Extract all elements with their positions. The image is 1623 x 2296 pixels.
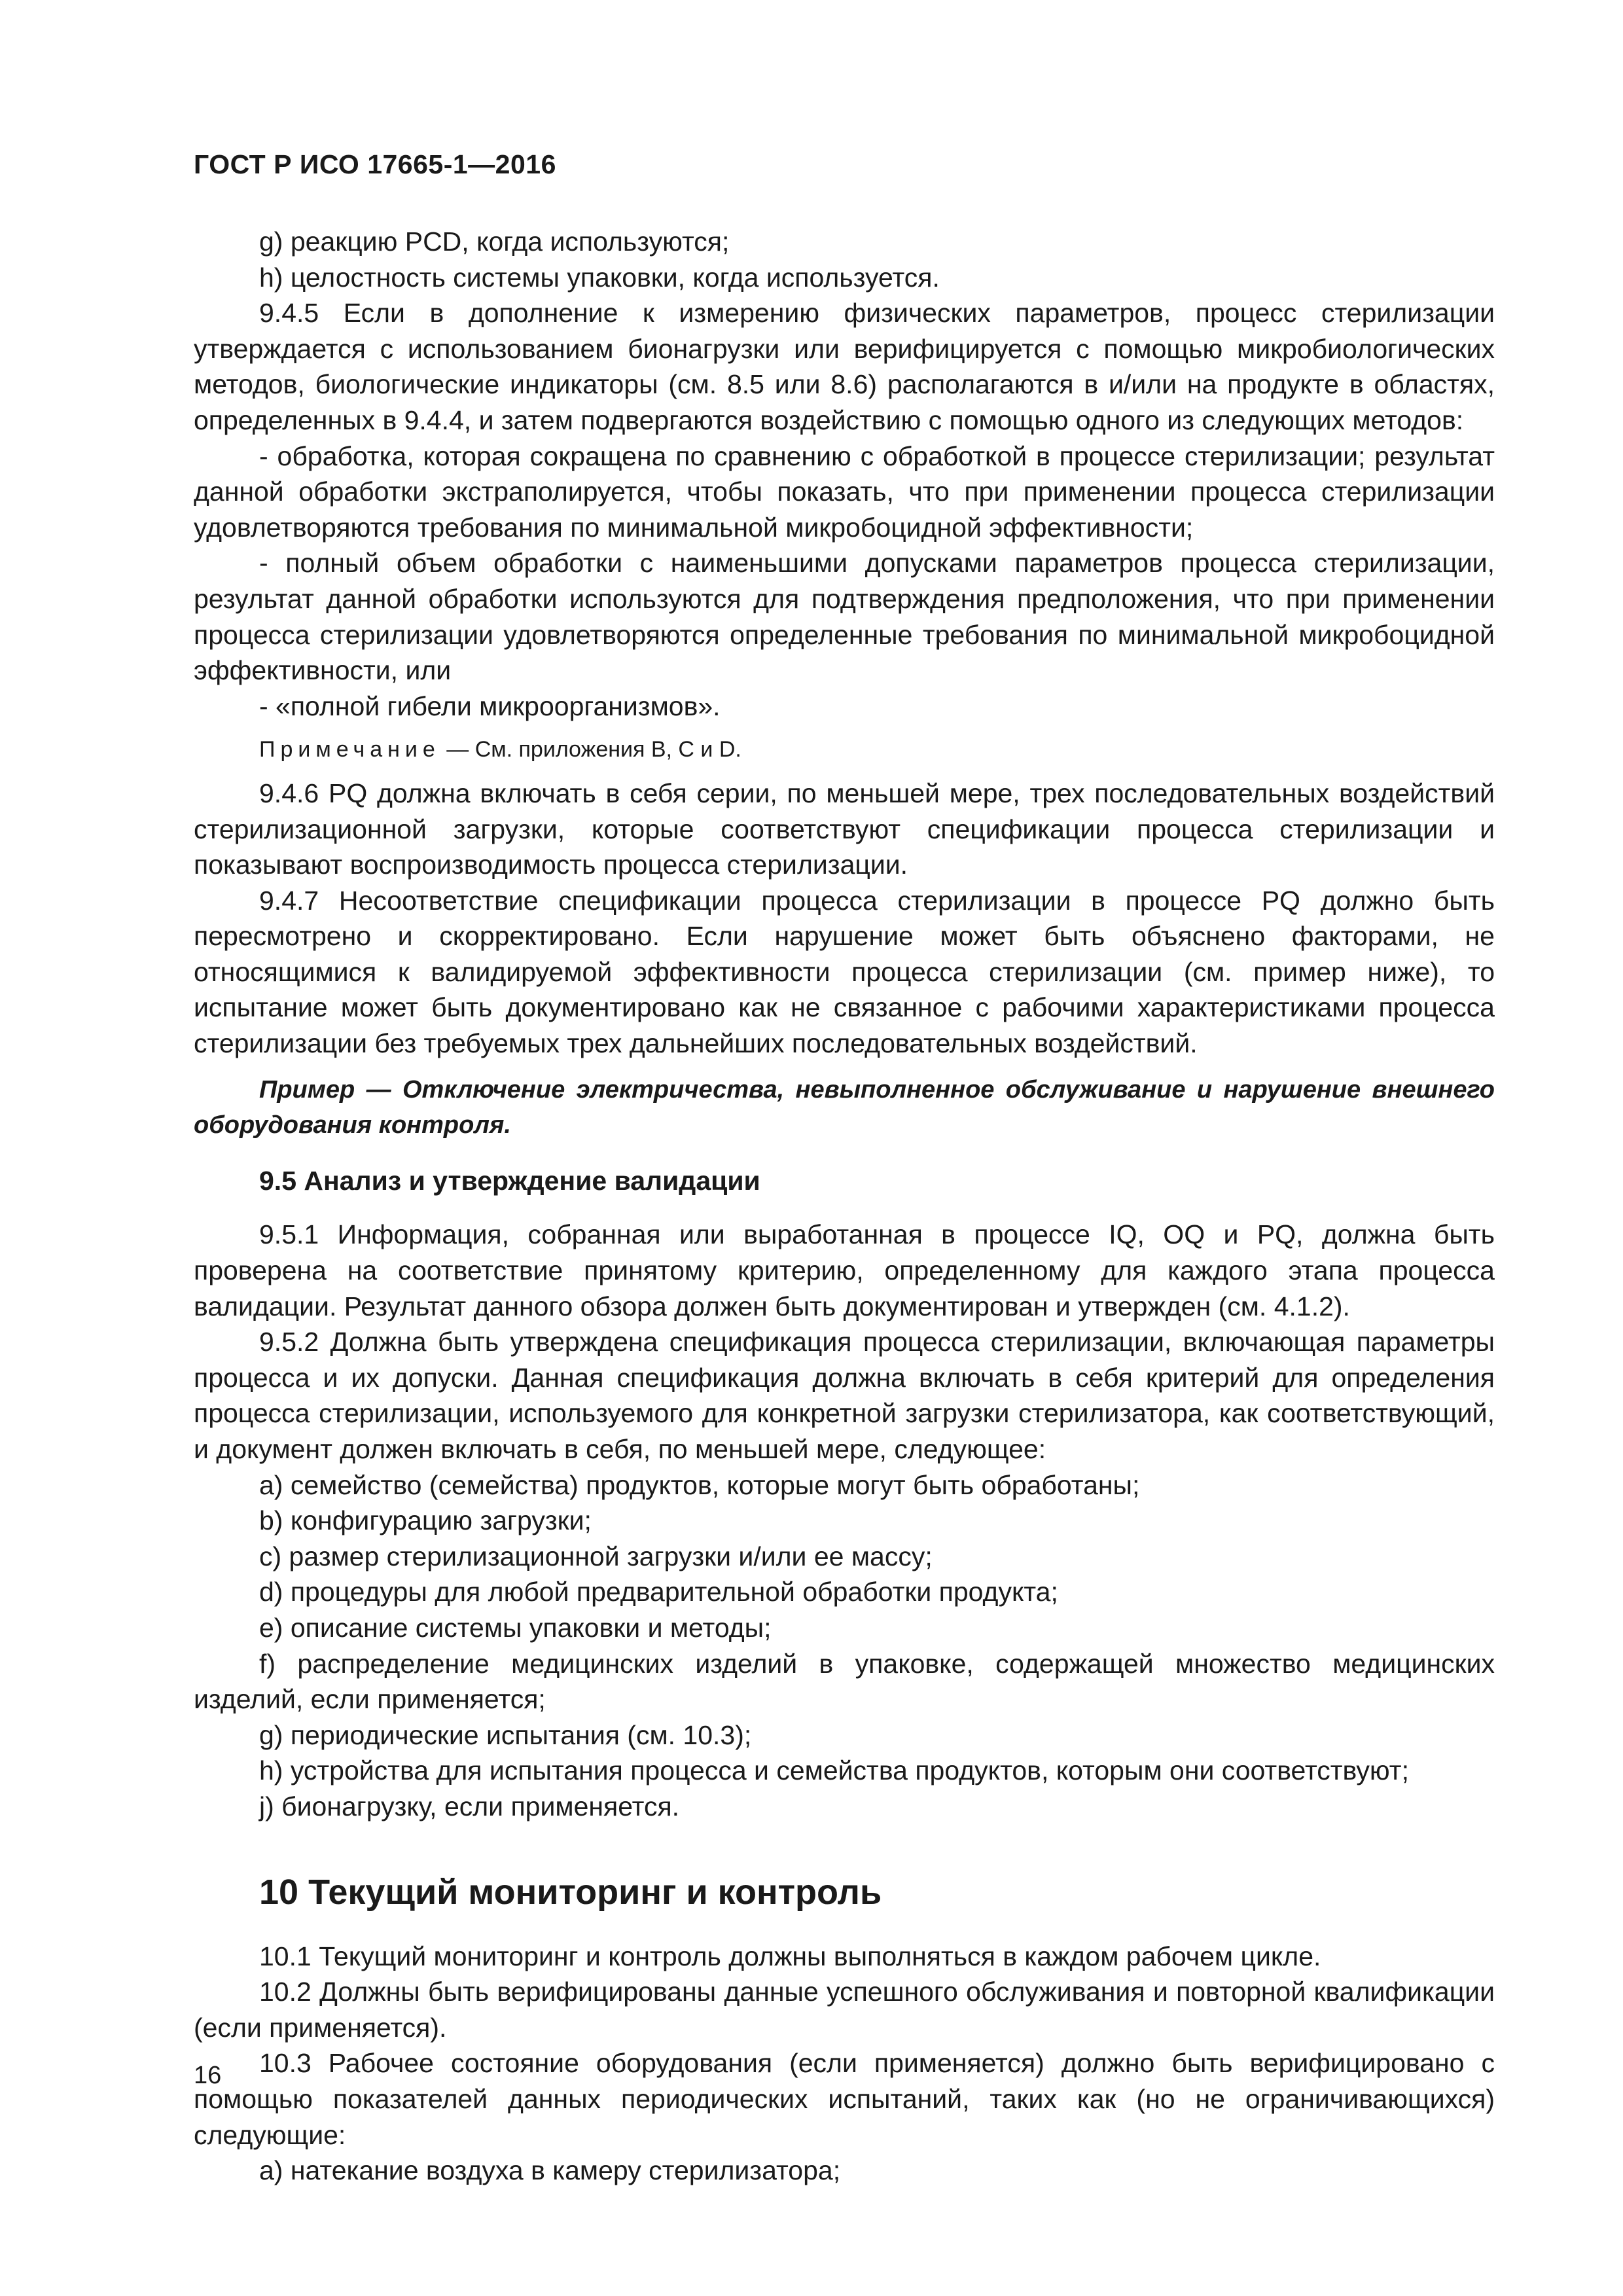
- list-item: j) бионагрузку, если применяется.: [259, 1791, 680, 1821]
- list-item: c) размер стерилизационной загрузки и/или ее массу;: [259, 1541, 933, 1571]
- document-header: ГОСТ Р ИСО 17665-1—2016: [194, 149, 556, 179]
- list-item: e) описание системы упаковки и методы;: [259, 1612, 772, 1643]
- note-label: Примечание: [259, 737, 440, 762]
- paragraph: 9.5.1 Информация, собранная или выработанная в процессе IQ, OQ и PQ, должна быть проверена на соответствие принятому критерию, определенному для каждого этапа процесса валидации. Результат данного обзора должен быть документирован и утвержден (см. 4.1.2).: [194, 1219, 1495, 1321]
- list-item: h) устройства для испытания процесса и семейства продуктов, которым они соответствуют;: [259, 1755, 1409, 1786]
- list-item: f) распределение медицинских изделий в упаковке, содержащей множество медицинских изделий, если применяется;: [194, 1648, 1495, 1715]
- paragraph: - полный объем обработки с наименьшими допусками параметров процесса стерилизации, результат данной обработки используются для подтверждения предположения, что при применении процесса стерилизации удовлетворяются определенные требования по минимальной микробоцидной эффективности, или: [194, 548, 1495, 686]
- paragraph: 9.4.5 Если в дополнение к измерению физических параметров, процесс стерилизации утверждается с использованием бионагрузки или верифицируется с помощью микробиологических методов, биологические индикаторы (см. 8.5 или 8.6) располагаются в и/или на продукте в областях, определенных в 9.4.4, и затем подвергаются воздействию с помощью одного из следующих методов:: [194, 298, 1495, 435]
- list-item: a) натекание воздуха в камеру стерилизатора;: [259, 2155, 841, 2186]
- note: [194, 732, 1495, 768]
- list-item: d) процедуры для любой предварительной обработки продукта;: [259, 1577, 1058, 1607]
- note-text: — См. приложения B, C и D.: [440, 737, 741, 762]
- example: Пример — Отключение электричества, невыполненное обслуживание и нарушение внешнего оборудования контроля.: [194, 1075, 1495, 1139]
- paragraph: 9.4.6 PQ должна включать в себя серии, по меньшей мере, трех последовательных воздействий стерилизационной загрузки, которые соответствуют спецификации процесса стерилизации и показывают воспроизводимость процесса стерилизации.: [194, 778, 1495, 880]
- paragraph: - «полной гибели микроорганизмов».: [259, 691, 721, 721]
- chapter-heading: 10 Текущий мониторинг и контроль: [259, 1872, 882, 1912]
- list-item: h) целостность системы упаковки, когда используется.: [259, 262, 940, 293]
- list-item: g) реакцию PCD, когда используются;: [259, 226, 730, 257]
- paragraph: 10.3 Рабочее состояние оборудования (если применяется) должно быть верифицировано с помощью показателей данных периодических испытаний, таких как (но не ограничивающихся) следующие:: [194, 2048, 1495, 2150]
- page-number: 16: [194, 2062, 222, 2089]
- list-item: g) периодические испытания (см. 10.3);: [259, 1719, 752, 1750]
- paragraph: 10.2 Должны быть верифицированы данные успешного обслуживания и повторной квалификации (если применяется).: [194, 1977, 1495, 2043]
- list-item: a) семейство (семейства) продуктов, которые могут быть обработаны;: [259, 1469, 1140, 1500]
- section-heading: 9.5 Анализ и утверждение валидации: [259, 1165, 760, 1196]
- paragraph: 10.1 Текущий мониторинг и контроль должны выполняться в каждом рабочем цикле.: [259, 1941, 1321, 1971]
- list-item: b) конфигурацию загрузки;: [259, 1505, 592, 1536]
- paragraph: 9.4.7 Несоответствие спецификации процесса стерилизации в процессе PQ должно быть пересмотрено и скорректировано. Если нарушение может быть объяснено факторами, не относящимися к валидируемой эффективности процесса стерилизации (см. пример ниже), то испытание может быть документировано как не связанное с рабочими характеристиками процесса стерилизации без требуемых трех дальнейших последовательных воздействий.: [194, 885, 1495, 1059]
- document-body: [194, 224, 1495, 2189]
- paragraph: 9.5.2 Должна быть утверждена спецификация процесса стерилизации, включающая параметры процесса и их допуски. Данная спецификация должна включать в себя критерий для определения процесса стерилизации, используемого для конкретной загрузки стерилизатора, как соответствующий, и документ должен включать в себя, по меньшей мере, следующее:: [194, 1327, 1495, 1464]
- paragraph: - обработка, которая сокращена по сравнению с обработкой в процессе стерилизации; результат данной обработки экстраполируется, чтобы показать, что при применении процесса стерилизации удовлетворяются требования по минимальной микробоцидной эффективности;: [194, 440, 1495, 543]
